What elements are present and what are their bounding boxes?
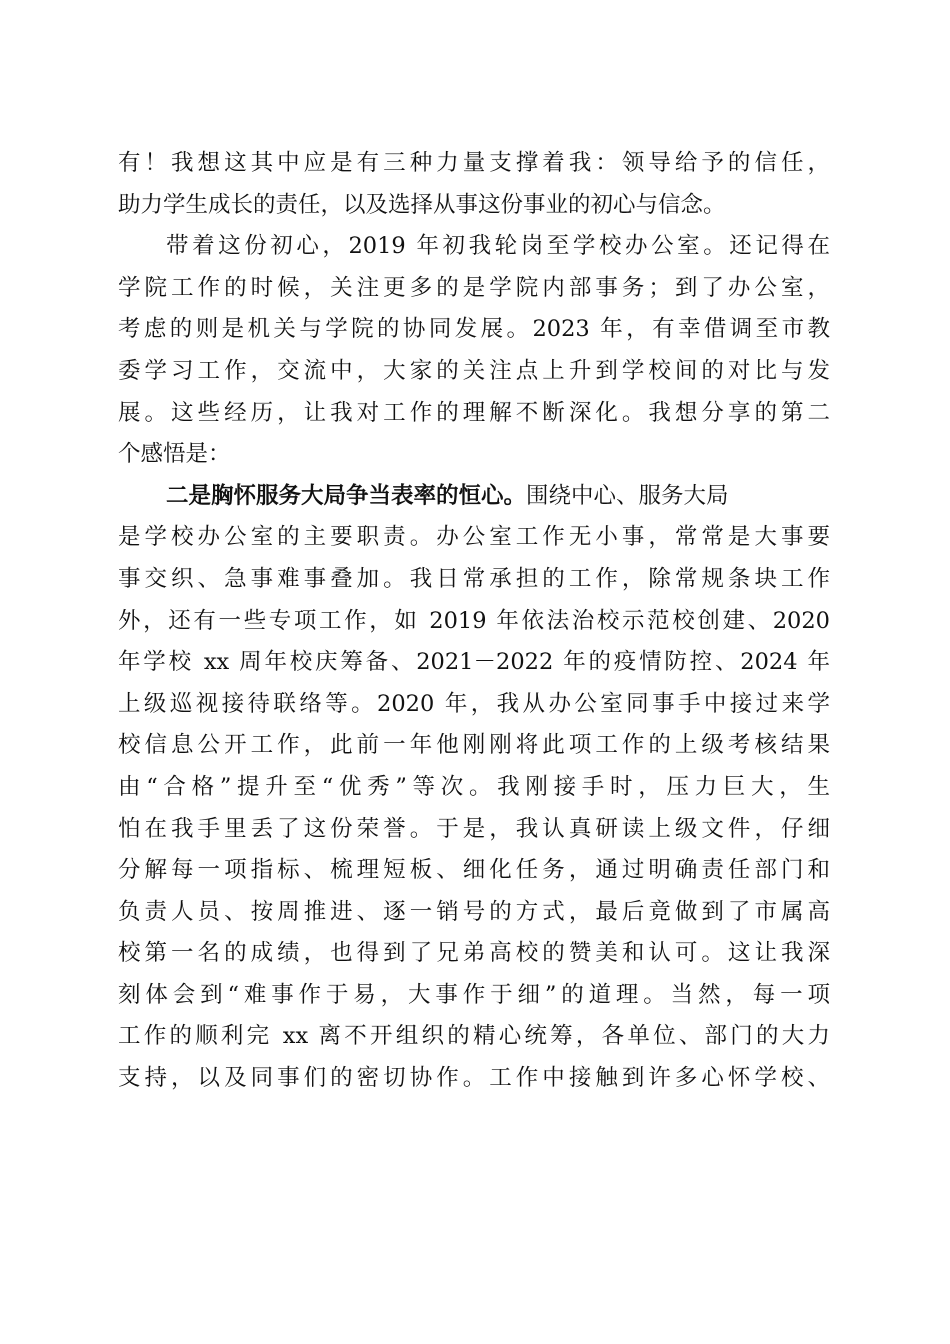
text-line: 是学校办公室的主要职责。办公室工作无小事，常常是大事要 [118, 524, 830, 551]
text-line: 学院工作的时候，关注更多的是学院内部事务；到了办公室， [118, 274, 830, 301]
text-line: 分解每一项指标、梳理短板、细化任务，通过明确责任部门和 [118, 857, 830, 884]
text-line: 委学习工作，交流中，大家的关注点上升到学校间的对比与发 [118, 357, 830, 384]
paragraph-first-line: 带着这份初心，2019 年初我轮岗至学校办公室。还记得在 [166, 233, 830, 260]
text-run: 围绕中心、服务大局 [526, 482, 729, 509]
text-line: 校第一名的成绩，也得到了兄弟高校的赞美和认可。这让我深 [118, 940, 830, 967]
text-line: 由“合格”提升至“优秀”等次。我刚接手时，压力巨大，生 [118, 773, 830, 800]
body-text [118, 143, 830, 1100]
paragraph-first-line [118, 476, 830, 518]
text-line: 事交织、急事难事叠加。我日常承担的工作，除常规条块工作 [118, 565, 830, 592]
text-line: 上级巡视接待联络等。2020 年，我从办公室同事手中接过来学 [118, 690, 830, 717]
text-line: 刻体会到“难事作于易，大事作于细”的道理。当然，每一项 [118, 981, 830, 1008]
text-line: 展。这些经历，让我对工作的理解不断深化。我想分享的第二 [118, 399, 830, 426]
text-line: 助力学生成长的责任，以及选择从事这份事业的初心与信念。 [118, 191, 726, 218]
text-line: 外，还有一些专项工作，如 2019 年依法治校示范校创建、2020 [118, 607, 830, 634]
text-line: 怕在我手里丢了这份荣誉。于是，我认真研读上级文件，仔细 [118, 815, 830, 842]
text-line: 校信息公开工作，此前一年他刚刚将此项工作的上级考核结果 [118, 732, 830, 759]
text-line: 有！我想这其中应是有三种力量支撑着我：领导给予的信任， [118, 150, 830, 176]
text-line: 个感悟是： [118, 441, 231, 468]
text-line: 考虑的则是机关与学院的协同发展。2023 年，有幸借调至市教 [118, 316, 830, 343]
section-heading: 二是胸怀服务大局争当表率的恒心。 [166, 482, 527, 509]
text-line: 负责人员、按周推进、逐一销号的方式，最后竟做到了市属高 [118, 898, 830, 925]
text-line: 支持，以及同事们的密切协作。工作中接触到许多心怀学校、 [118, 1065, 830, 1092]
text-line: 年学校 xx 周年校庆筹备、2021－2022 年的疫情防控、2024 年 [118, 649, 830, 676]
text-line: 工作的顺利完 xx 离不开组织的精心统筹，各单位、部门的大力 [118, 1023, 830, 1050]
